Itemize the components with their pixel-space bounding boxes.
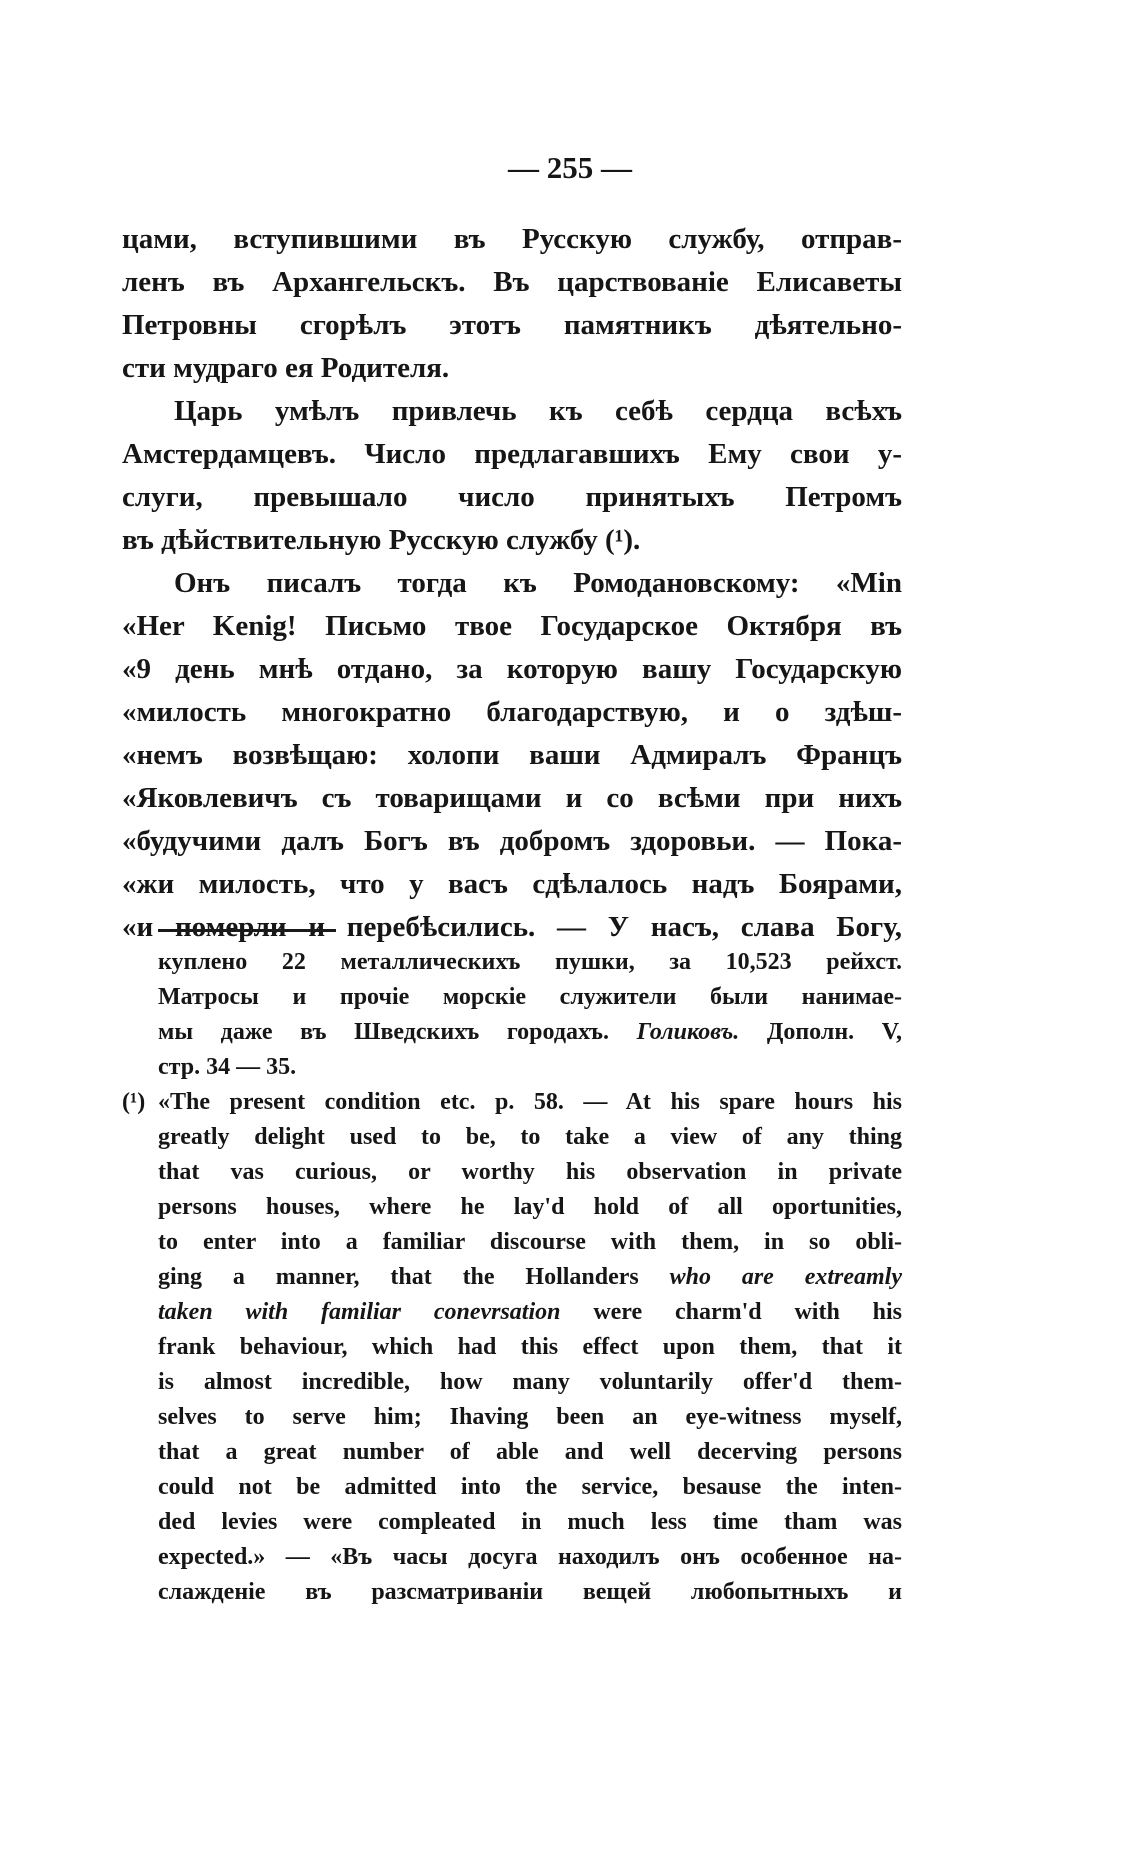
footnote-line: is almost incredible, how many voluntarily offer'd them-: [158, 1369, 902, 1395]
footnote-text: Дополн. V,: [739, 1019, 902, 1045]
footnote-line: expected.» — «Въ часы досуга находилъ онъ особенное на-: [158, 1544, 902, 1570]
text-line: «Яковлевичъ съ товарищами и со всѣми при нихъ: [122, 782, 902, 814]
text-line: Амстердамцевъ. Число предлагавшихъ Ему свои у-: [122, 438, 902, 470]
footnote-line: that vas curious, or worthy his observation in private: [158, 1159, 902, 1185]
footnote-line: куплено 22 металлическихъ пушки, за 10,523 рейхст.: [158, 949, 902, 975]
text-line: «и померли и перебѣсились. — У насъ, слава Богу,: [122, 911, 902, 943]
footnote-line: frank behaviour, which had this effect upon them, that it: [158, 1334, 902, 1360]
text-line: слуги, превышало число принятыхъ Петромъ: [122, 481, 902, 513]
text-line: ленъ въ Архангельскъ. Въ царствованіе Елисаветы: [122, 266, 902, 298]
footnotes: [122, 945, 902, 1610]
footnote-line: «The present condition etc. p. 58. — At his spare hours his: [158, 1089, 902, 1115]
text-line: въ дѣйствительную Русскую службу (¹).: [122, 524, 641, 556]
footnote-line: [158, 1260, 902, 1295]
page-number: — 255 —: [508, 150, 632, 185]
footnote-text: мы даже въ Шведскихъ городахъ.: [158, 1019, 637, 1045]
text-line: «немъ возвѣщаю: холопи ваши Адмиралъ Францъ: [122, 739, 902, 771]
footnote-line: [158, 1295, 902, 1330]
paragraph-1: [122, 218, 902, 390]
footnote-line: selves to serve him; Ihaving been an eye-witness myself,: [158, 1404, 902, 1430]
italic-quote: taken with familiar conevrsation: [158, 1299, 561, 1325]
text-line: «будучими далъ Богъ въ добромъ здоровьи. — Пока-: [122, 825, 902, 857]
footnote-line: ded levies were compleated in much less time tham was: [158, 1509, 902, 1535]
footnote-line: greatly delight used to be, to take a view of any thing: [158, 1124, 902, 1150]
text-line: цами, вступившими въ Русскую службу, отправ-: [122, 223, 902, 255]
paragraph-3: [122, 562, 902, 949]
text-line: сти мудраго ея Родителя.: [122, 352, 450, 384]
footnote-separator: [158, 929, 336, 932]
footnote-line: Матросы и прочіе морскіе служители были нанимае-: [158, 984, 902, 1010]
text-line: «9 день мнѣ отдано, за которую вашу Государскую: [122, 653, 902, 685]
text-line: «Her Kenig! Письмо твое Государское Октября въ: [122, 610, 902, 642]
footnote-text: ging a manner, that the Hollanders: [158, 1264, 670, 1290]
footnote-continuation: [122, 945, 902, 1085]
italic-quote: who are extreamly: [669, 1264, 902, 1290]
text-line: Онъ писалъ тогда къ Ромодановскому: «Min: [174, 567, 902, 599]
text-line: Петровны сгорѣлъ этотъ памятникъ дѣятельно-: [122, 309, 902, 341]
text-line: «жи милость, что у васъ сдѣлалось надъ Боярами,: [122, 868, 902, 900]
text-line: «милость многократно благодарствую, и о здѣш-: [122, 696, 902, 728]
footnote-line: to enter into a familiar discourse with them, in so obli-: [158, 1229, 902, 1255]
footnote-line: слажденіе въ разсматриваніи вещей любопытныхъ и: [158, 1579, 902, 1605]
footnote-text: were charm'd with his: [560, 1299, 902, 1325]
footnote-line: could not be admitted into the service, besause the inten-: [158, 1474, 902, 1500]
footnote-line: persons houses, where he lay'd hold of all oportunities,: [158, 1194, 902, 1220]
footnote-1: [122, 1085, 902, 1610]
main-text: [122, 218, 902, 949]
footnote-line: стр. 34 — 35.: [158, 1054, 297, 1080]
text-line: Царь умѣлъ привлечь къ себѣ сердца всѣхъ: [174, 395, 902, 427]
author-citation: Голиковъ.: [636, 1019, 740, 1045]
paragraph-2: [122, 390, 902, 562]
footnote-line: [158, 1015, 902, 1050]
footnote-marker: (¹): [122, 1089, 146, 1115]
footnote-line: that a great number of able and well decerving persons: [158, 1439, 902, 1465]
